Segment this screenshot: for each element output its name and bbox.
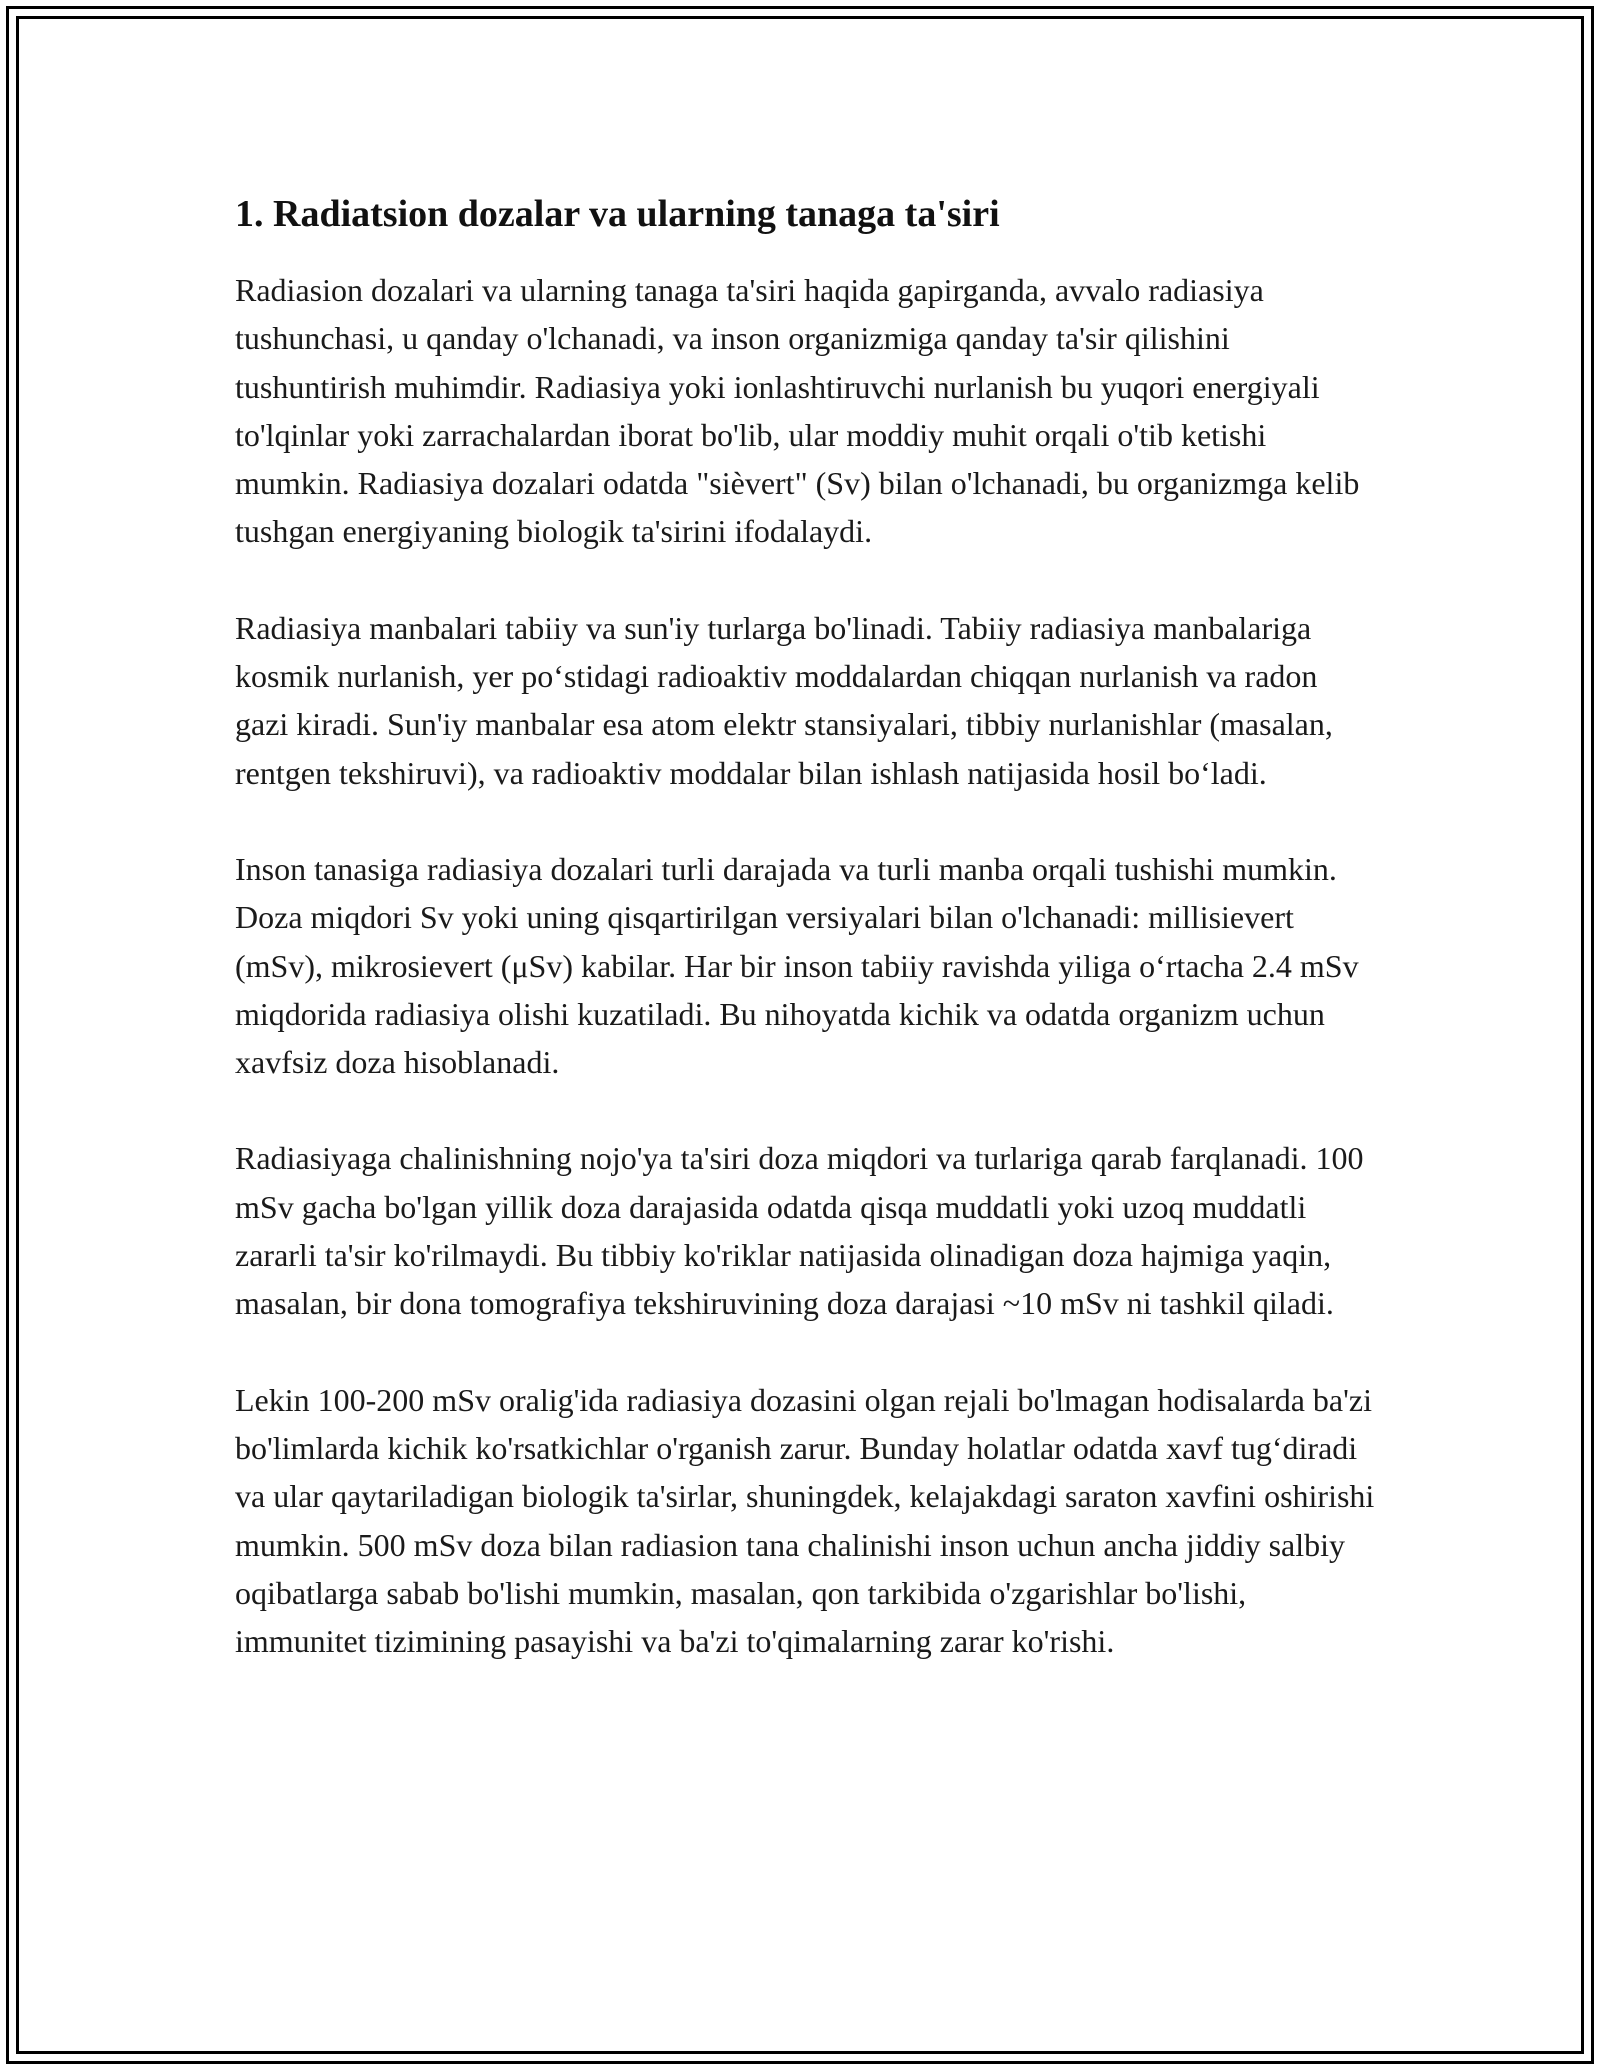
document-body [235,190,1375,1713]
paragraph-dose-units: Inson tanasiga radiasiya dozalari turli darajada va turli manba orqali tushishi mumkin. Doza miqdori Sv yoki uning qisqartirilgan versiyalari bilan o'lchanadi: millisievert (mSv), mikrosievert (μSv) kabilar. Har bir inson tabiiy ravishda yiliga o‘rtacha 2.4 mSv miqdorida radiasiya olishi kuzatiladi. Bu nihoyatda kichik va odatda organizm uchun xavfsiz doza hisoblanadi. [235,850,1359,1081]
paragraph-definition: Radiasion dozalari va ularning tanaga ta'siri haqida gapirganda, avvalo radiasiya tushunchasi, u qanday o'lchanadi, va inson organizmiga qanday ta'sir qilishini tushuntirish muhimdir. Radiasiya yoki ionlashtiruvchi nurlanish bu yuqori energiyali to'lqinlar yoki zarrachalardan iborat bo'lib, ular moddiy muhit orqali o'tib ketishi mumkin. Radiasiya dozalari odatda "sièvert" (Sv) bilan o'lchanadi, bu organizmga kelib tushgan energiyaning biologik ta'sirini ifodalaydi. [235,272,1360,550]
paragraph-low-dose-effects: Radiasiyaga chalinishning nojo'ya ta'siri doza miqdori va turlariga qarab farqlanadi. 100 mSv gacha bo'lgan yillik doza darajasida odatda qisqa muddatli yoki uzoq muddatli zararli ta'sir ko'rilmaydi. Bu tibbiy ko'riklar natijasida olinadigan doza hajmiga yaqin, masalan, bir dona tomografiya tekshiruvining doza darajasi ~10 mSv ni tashkil qiladi. [235,1140,1364,1322]
paragraph-sources: Radiasiya manbalari tabiiy va sun'iy turlarga bo'linadi. Tabiiy radiasiya manbalariga kosmik nurlanish, yer po‘stidagi radioaktiv moddalardan chiqqan nurlanish va radon gazi kiradi. Sun'iy manbalar esa atom elektr stansiyalari, tibbiy nurlanishlar (masalan, rentgen tekshiruvi), va radioaktiv moddalar bilan ishlash natijasida hosil bo‘ladi. [235,609,1333,791]
section-heading: 1. Radiatsion dozalar va ularning tanaga ta'siri [235,193,1000,235]
paragraph-high-dose-effects: Lekin 100-200 mSv oralig'ida radiasiya dozasini olgan rejali bo'lmagan hodisalarda ba'zi bo'limlarda kichik ko'rsatkichlar o'rganish zarur. Bunday holatlar odatda xavf tug‘diradi va ular qaytariladigan biologik ta'sirlar, shuningdek, kelajakdagi saraton xavfini oshirishi mumkin. 500 mSv doza bilan radiasion tana chalinishi inson uchun ancha jiddiy salbiy oqibatlarga sabab bo'lishi mumkin, masalan, qon tarkibida o'zgarishlar bo'lishi, immunitet tizimining pasayishi va ba'zi to'qimalarning zarar ko'rishi. [235,1381,1375,1660]
